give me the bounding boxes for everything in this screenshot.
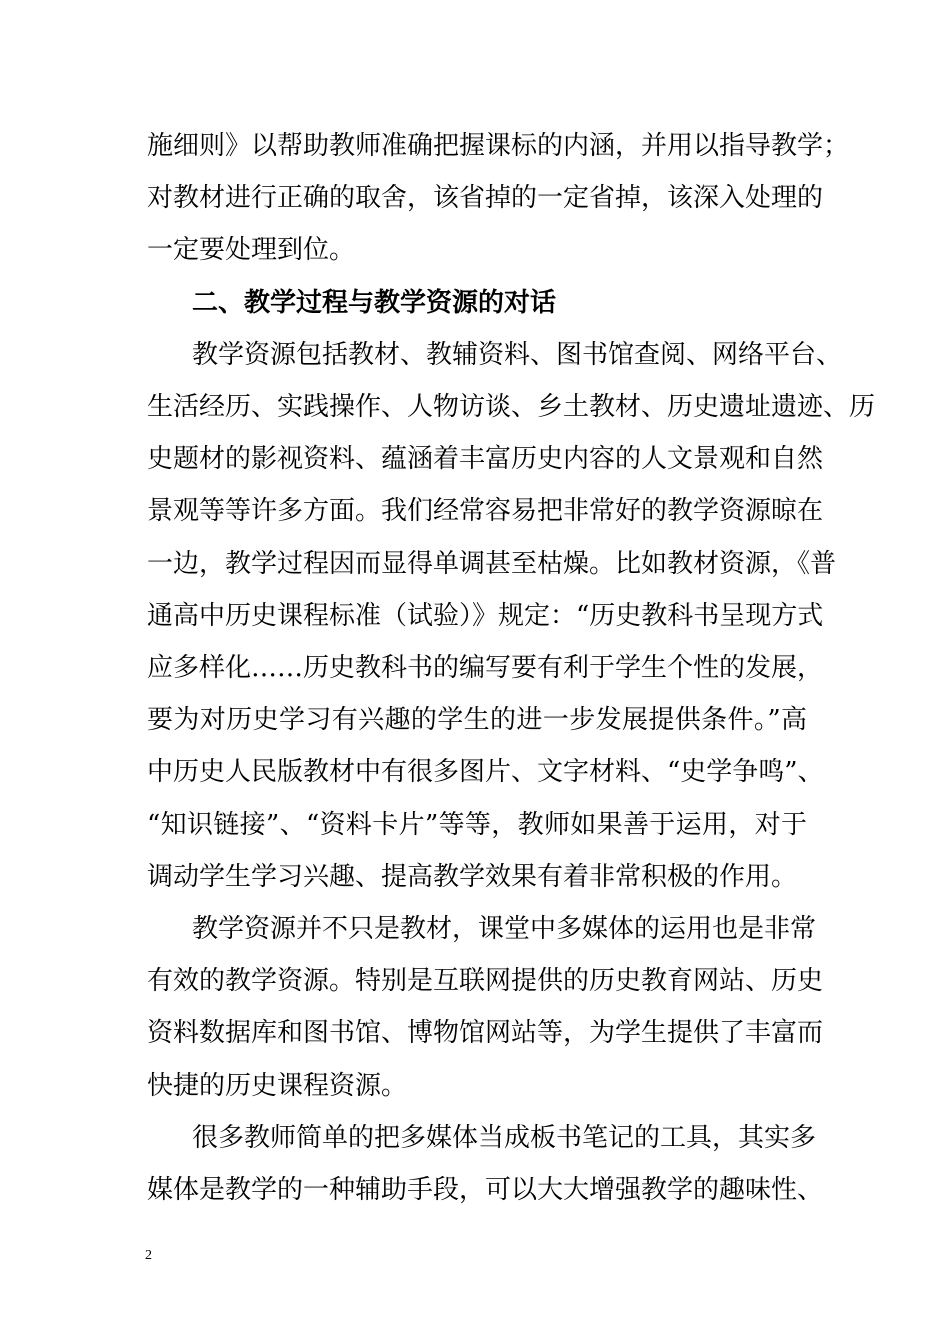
body-text-line: 中历史人民版教材中有很多图片、文字材料、“史学争鸣”、 bbox=[147, 757, 824, 787]
body-text-line: “知识链接”、“资料卡片”等等，教师如果善于运用，对于 bbox=[147, 810, 807, 840]
body-text-line: 对教材进行正确的取舍，该省掉的一定省掉，该深入处理的 bbox=[147, 183, 824, 213]
body-text-line: 教学资源并不只是教材，课堂中多媒体的运用也是非常 bbox=[192, 914, 817, 944]
body-text-line: 要为对历史学习有兴趣的学生的进一步发展提供条件。”高 bbox=[147, 705, 807, 735]
body-text-line: 有效的教学资源。特别是互联网提供的历史教育网站、历史 bbox=[147, 966, 824, 996]
body-text-line: 教学资源包括教材、教辅资料、图书馆查阅、网络平台、 bbox=[192, 340, 843, 370]
body-text-line: 史题材的影视资料、蕴涵着丰富历史内容的人文景观和自然 bbox=[147, 444, 824, 474]
body-text-line: 快捷的历史课程资源。 bbox=[147, 1071, 408, 1101]
body-text-line: 应多样化……历史教科书的编写要有利于学生个性的发展， bbox=[147, 653, 824, 683]
body-text-line: 很多教师简单的把多媒体当成板书笔记的工具，其实多 bbox=[192, 1123, 817, 1153]
body-text-line: 景观等等许多方面。我们经常容易把非常好的教学资源晾在 bbox=[147, 496, 824, 526]
body-text-line: 一边，教学过程因而显得单调甚至枯燥。比如教材资源，《普 bbox=[147, 549, 837, 579]
body-text-line: 生活经历、实践操作、人物访谈、乡土教材、历史遗址遗迹、历 bbox=[147, 392, 876, 422]
body-text-line: 一定要处理到位。 bbox=[147, 235, 356, 265]
page-number: 2 bbox=[145, 1248, 152, 1263]
body-text-line: 资料数据库和图书馆、博物馆网站等，为学生提供了丰富而 bbox=[147, 1018, 824, 1048]
section-heading: 二、教学过程与教学资源的对话 bbox=[192, 288, 557, 318]
body-text-line: 施细则》以帮助教师准确把握课标的内涵，并用以指导教学； bbox=[147, 131, 850, 161]
body-text-line: 调动学生学习兴趣、提高教学效果有着非常积极的作用。 bbox=[147, 862, 798, 892]
body-text-line: 媒体是教学的一种辅助手段，可以大大增强教学的趣味性、 bbox=[147, 1175, 824, 1205]
body-text-line: 通高中历史课程标准（试验）》规定：“历史教科书呈现方式 bbox=[147, 601, 824, 631]
